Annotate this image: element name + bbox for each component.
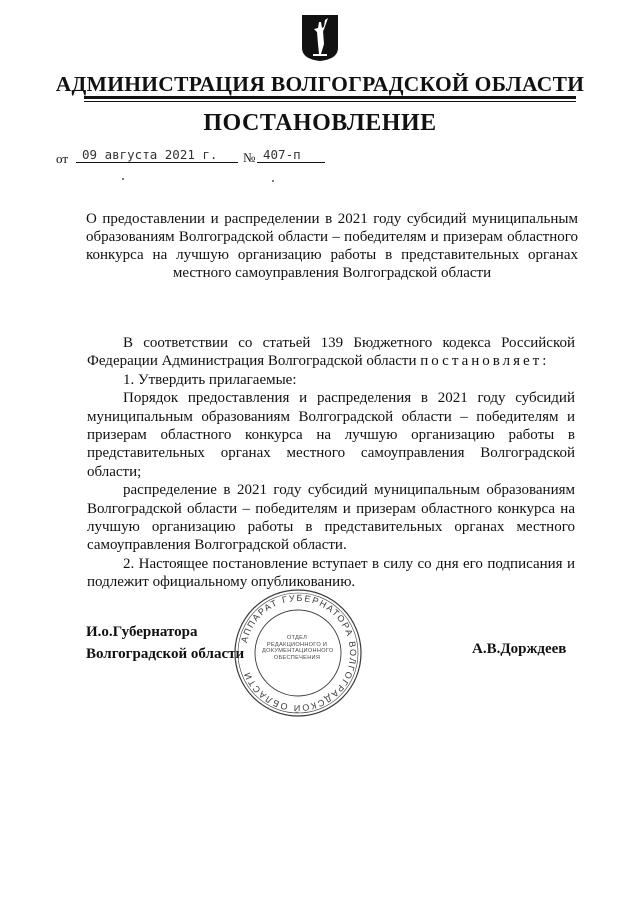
date-label: от	[56, 151, 69, 166]
stamp-line-4: ОБЕСПЕЧЕНИЯ	[273, 654, 321, 661]
document-date: 09 августа 2021 г.	[76, 147, 238, 163]
body-paragraph-1-text: В соответствии со статьей 139 Бюджетного кодекса Российской Федерации Администрация Волгоградской области	[87, 335, 575, 370]
scan-dot	[122, 178, 124, 180]
svg-text:АППАРАТ ГУБЕРНАТОРА ВОЛГОГРАДС: АППАРАТ ГУБЕРНАТОРА ВОЛГОГРАДСКОЙ ОБЛАСТИ	[239, 592, 359, 714]
signatory-position	[86, 621, 244, 665]
body-paragraph-5: 2. Настоящее постановление вступает в силу со дня его подписания и подлежит официальному опубликованию.	[87, 555, 575, 591]
body-paragraph-3: Порядок предоставления и распределения в 2021 году субсидий муниципальным образованиям Волгоградской области – победителям и призерам областного конкурса на лучшую организацию работы в представительных органах местного самоуправления Волгоградской области;	[87, 390, 575, 480]
number-label: №	[243, 150, 256, 165]
document-type-heading: ПОСТАНОВЛЕНИЕ	[203, 110, 437, 136]
body-paragraph-1-resolves: постановляет:	[420, 353, 550, 370]
document-number: 407-п	[257, 147, 325, 163]
body-paragraph-4: распределение в 2021 году субсидий муниципальным образованиям Волгоградской области – победителям и призерам областного конкурса на лучшую организацию работы в представительных органах местного самоуправления Волгоградской области.	[87, 482, 575, 554]
header-rule-thin	[84, 101, 576, 102]
volgograd-emblem-icon	[301, 14, 339, 62]
header-rule-thick	[84, 96, 576, 99]
scan-dot	[272, 180, 274, 182]
stamp-department-text	[262, 635, 332, 661]
signatory-position-line2: Волгоградской области	[86, 646, 245, 662]
stamp-line-1: ОТДЕЛ	[286, 635, 308, 641]
stamp-line-2: РЕДАКЦИОННОГО И	[266, 641, 328, 648]
organization-title: АДМИНИСТРАЦИЯ ВОЛГОГРАДСКОЙ ОБЛАСТИ	[55, 72, 585, 96]
body-paragraph-2: 1. Утвердить прилагаемые:	[123, 371, 297, 388]
document-body	[87, 334, 575, 592]
signatory-name: А.В.Дорждеев	[472, 641, 567, 657]
document-subject: О предоставлении и распределении в 2021 году субсидий муниципальным образованиям Волгоградской области – победителям и призерам областного конкурса на лучшую организацию работы в представительных органах местного самоуправления Волгоградской области	[86, 211, 578, 281]
stamp-line-3: ДОКУМЕНТАЦИОННОГО	[262, 648, 334, 655]
body-paragraph-1	[87, 334, 575, 371]
signatory-position-line1: И.о.Губернатора	[86, 624, 198, 640]
